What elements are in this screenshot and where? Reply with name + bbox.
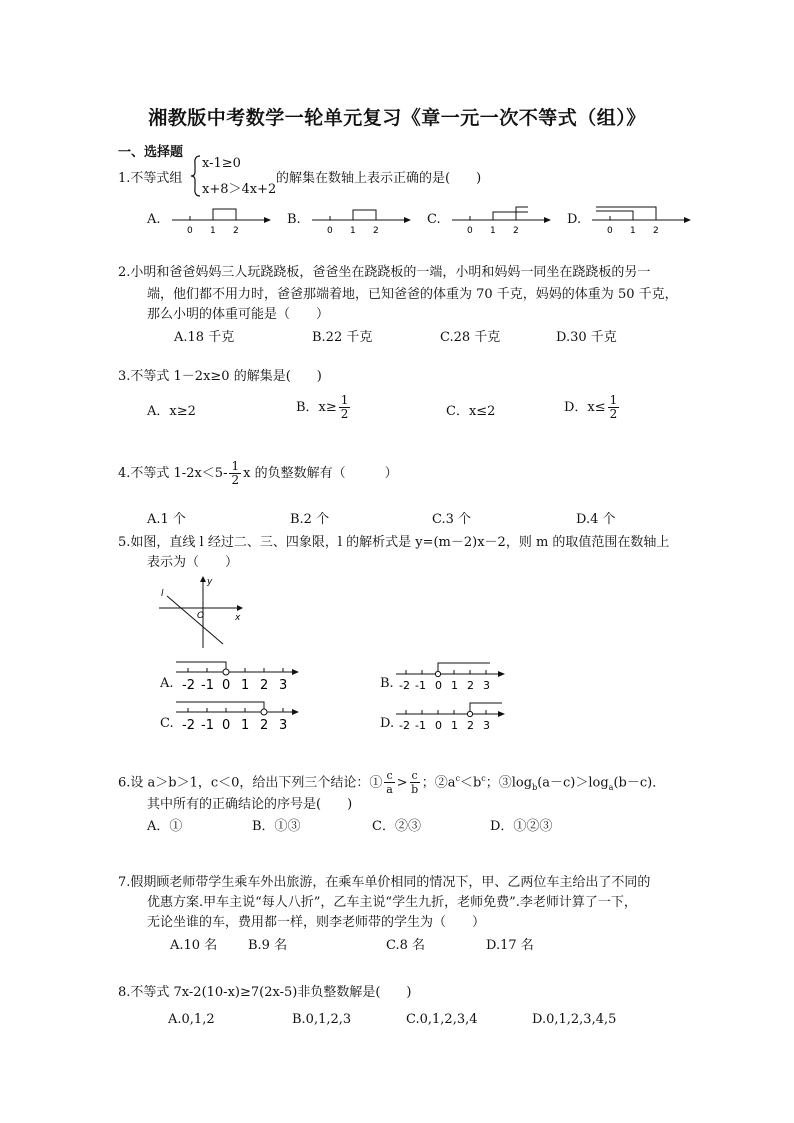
q5-option-a-label: A.: [160, 676, 174, 691]
q6-c-numerator: c: [386, 769, 393, 783]
q5-option-a-numberline: [174, 658, 304, 692]
q5-c-tick-n2: -2: [182, 718, 195, 732]
q6-end3: (b－c)．: [613, 775, 666, 791]
brace-icon: [190, 154, 202, 198]
q5-graph-label-o: O: [197, 611, 205, 621]
q6-end: ；③log: [485, 775, 533, 791]
q1-b-tick-1: 1: [350, 226, 356, 236]
q5-d-tick-n2: -2: [399, 719, 410, 732]
q2-option-d: D.30 千克: [556, 330, 617, 345]
q3-option-d-text: D．x≤: [564, 400, 606, 415]
q1-d-tick-2: 2: [653, 226, 659, 236]
q7-line-2: 优惠方案.甲车主说“每人八折”，乙车主说“学生九折，老师免费”.李老师计算了一下，: [147, 895, 637, 910]
q5-graph-label-y: y: [207, 577, 213, 587]
q1-b-tick-2: 2: [373, 226, 379, 236]
q5-c-tick-n1: -1: [201, 718, 214, 732]
q5-a-tick-0: 0: [222, 678, 231, 692]
q1-c-tick-2: 2: [513, 226, 519, 236]
q5-option-b-numberline: [394, 660, 510, 692]
q5-option-c-label: C.: [160, 716, 174, 731]
q7-line-3: 无论坐谁的车，费用都一样，则李老师带的学生为（ ）: [147, 915, 486, 930]
q7-line-1: 7.假期顾老师带学生乘车外出旅游，在乘车单价相同的情况下，甲、乙两位车主给出了不同的: [118, 875, 651, 890]
q1-ineq-2: x+8＞4x+2: [202, 182, 277, 197]
q6-c2-numerator: c: [411, 769, 418, 783]
q3-option-b-text: B．x≥: [296, 400, 337, 415]
q5-a-tick-2: 2: [260, 678, 269, 692]
q6-fraction-c-over-b: [410, 769, 420, 796]
q3-option-d: [564, 394, 621, 421]
q1-option-d-numberline: [588, 202, 698, 236]
q1-option-b-label: B.: [287, 212, 301, 227]
q6-stem-pre: 6.设 a＞b＞1，c＜0，给出下列三个结论：①: [118, 775, 383, 791]
q5-c-tick-2: 2: [260, 718, 269, 732]
q1-b-tick-0: 0: [327, 226, 333, 236]
q1-option-c-label: C.: [427, 212, 441, 227]
q6-end2: (a－c)＞log: [537, 775, 609, 791]
q3-d-numerator: 1: [609, 393, 618, 407]
page-title: 湘教版中考数学一轮单元复习《章一元一次不等式（组）》: [148, 107, 646, 129]
q5-b-tick-n1: -1: [415, 679, 426, 692]
q3-option-b-fraction: [339, 394, 351, 421]
q1-option-d-label: D.: [567, 212, 582, 227]
q5-b-tick-0: 0: [435, 679, 442, 692]
q1-option-a-label: A.: [147, 212, 161, 227]
q5-line-2: 表示为（ ）: [147, 555, 239, 570]
q5-b-tick-1: 1: [451, 679, 458, 692]
q4-denominator: 2: [231, 473, 240, 487]
section-heading: 一、选择题: [118, 145, 184, 160]
q6-option-c: C．②③: [372, 819, 421, 834]
q1-prefix: 1.不等式组: [118, 171, 183, 186]
q6-line-2: 其中所有的正确结论的序号是( ): [147, 797, 353, 812]
q5-c-tick-3: 3: [279, 718, 288, 732]
q2-option-a: A.18 千克: [174, 330, 235, 345]
q6-option-b: B．①③: [252, 819, 301, 834]
q4-option-c: C.3 个: [432, 512, 472, 527]
q6-a-denominator: a: [386, 783, 393, 797]
q3-option-d-fraction: [608, 394, 620, 421]
q3-stem: 3.不等式 1－2x≥0 的解集是( ): [118, 369, 322, 384]
q5-line-1: 5.如图，直线 l 经过二、三、四象限，l 的解析式是 y=(m－2)x－2，则 m 的取值范围在数轴上: [118, 535, 670, 550]
q7-option-a: A.10 名: [170, 938, 218, 953]
q1-ineq-1: x-1≥0: [202, 156, 241, 171]
q2-line-3: 那么小明的体重可能是（ ）: [147, 307, 330, 322]
q5-b-tick-3: 3: [483, 679, 490, 692]
q6-sub-2: a: [608, 782, 614, 792]
q3-d-denominator: 2: [609, 407, 618, 421]
q5-graph-label-l: l: [161, 589, 164, 599]
q8-option-c: C.0,1,2,3,4: [406, 1012, 478, 1027]
q5-a-tick-3: 3: [279, 678, 288, 692]
q6-stem: 6.设 a＞b＞1，c＜0，给出下列三个结论：① $\frac{c}{a}$ > $\frac{c}{b}$ ；$②a^c<b^c$；$③\log_b(a-c)>\log_a(b-c)$．: [118, 769, 666, 797]
q5-d-tick-1: 1: [451, 719, 458, 732]
q5-a-tick-n1: -1: [201, 678, 214, 692]
q5-c-tick-0: 0: [222, 718, 231, 732]
q6-option-a: A．①: [147, 819, 183, 834]
q5-a-tick-1: 1: [241, 678, 250, 692]
q5-option-d-label: D.: [380, 716, 395, 731]
q7-option-b: B.9 名: [248, 938, 288, 953]
q1-option-a-numberline: [168, 202, 278, 236]
q2-option-c: C.28 千克: [440, 330, 501, 345]
q5-d-tick-3: 3: [483, 719, 490, 732]
q6-sup-1: c: [455, 774, 460, 783]
q5-d-tick-2: 2: [467, 719, 474, 732]
q8-stem: 8.不等式 7x-2(10-x)≥7(2x-5)非负整数解是( ): [118, 985, 412, 1000]
q2-line-1: 2.小明和爸爸妈妈三人玩跷跷板，爸爸坐在跷跷板的一端，小明和妈妈一同坐在跷跷板的另一: [118, 265, 651, 280]
q1-option-c-numberline: [448, 202, 558, 236]
q4-option-b: B.2 个: [290, 512, 330, 527]
q1-d-tick-0: 0: [607, 226, 613, 236]
q5-option-d-numberline: [394, 700, 510, 732]
q5-a-tick-n2: -2: [182, 678, 195, 692]
q5-graph-label-x: x: [235, 613, 241, 623]
q5-b-tick-n2: -2: [399, 679, 410, 692]
q1-a-tick-1: 1: [210, 226, 216, 236]
q6-mid: ；②a: [421, 775, 456, 791]
question-1: [118, 168, 182, 189]
q2-option-b: B.22 千克: [312, 330, 373, 345]
q8-option-d: D.0,1,2,3,4,5: [532, 1012, 617, 1027]
q1-c-tick-1: 1: [490, 226, 496, 236]
q6-sub-1: b: [532, 782, 538, 792]
q4-option-a: A.1 个: [147, 512, 186, 527]
q3-option-c: C．x≤2: [446, 404, 496, 419]
q5-d-tick-0: 0: [435, 719, 442, 732]
q1-suffix: 的解集在数轴上表示正确的是( ): [276, 171, 482, 186]
q6-mid2: ＜b: [459, 775, 482, 791]
q5-option-b-label: B.: [380, 676, 394, 691]
q1-c-tick-0: 0: [467, 226, 473, 236]
q1-a-tick-2: 2: [233, 226, 239, 236]
q2-line-2: 端，他们都不用力时，爸爸那端着地，已知爸爸的体重为 70 千克，妈妈的体重为 50 千克，: [147, 287, 678, 302]
q5-c-tick-1: 1: [241, 718, 250, 732]
q4-fraction: [229, 460, 241, 487]
q1-option-b-numberline: [308, 202, 418, 236]
q3-b-denominator: 2: [340, 407, 349, 421]
q4-stem: [118, 460, 398, 487]
q5-d-tick-n1: -1: [415, 719, 426, 732]
q6-option-d: D．①②③: [490, 819, 553, 834]
q5-option-c-numberline: [174, 698, 304, 732]
q4-option-d: D.4 个: [576, 512, 616, 527]
q4-stem-pre: 4.不等式 1-2x＜5-: [118, 466, 228, 481]
q3-option-b: [296, 394, 352, 421]
q8-option-b: B.0,1,2,3: [292, 1012, 352, 1027]
q8-option-a: A.0,1,2: [168, 1012, 215, 1027]
q7-option-d: D.17 名: [486, 938, 534, 953]
q3-b-numerator: 1: [340, 393, 349, 407]
q6-b-denominator: b: [411, 783, 419, 797]
q1-system: [190, 154, 280, 198]
q6-sup-2: c: [481, 774, 486, 783]
q4-numerator: 1: [231, 459, 240, 473]
q3-option-a: A．x≥2: [147, 404, 196, 419]
q1-a-tick-0: 0: [187, 226, 193, 236]
q5-coordinate-graph: [157, 574, 243, 650]
q7-option-c: C.8 名: [386, 938, 426, 953]
q4-stem-post: x 的负整数解有（ ）: [243, 466, 398, 481]
q5-b-tick-2: 2: [467, 679, 474, 692]
q1-d-tick-1: 1: [630, 226, 636, 236]
q6-fraction-c-over-a: [384, 769, 394, 796]
